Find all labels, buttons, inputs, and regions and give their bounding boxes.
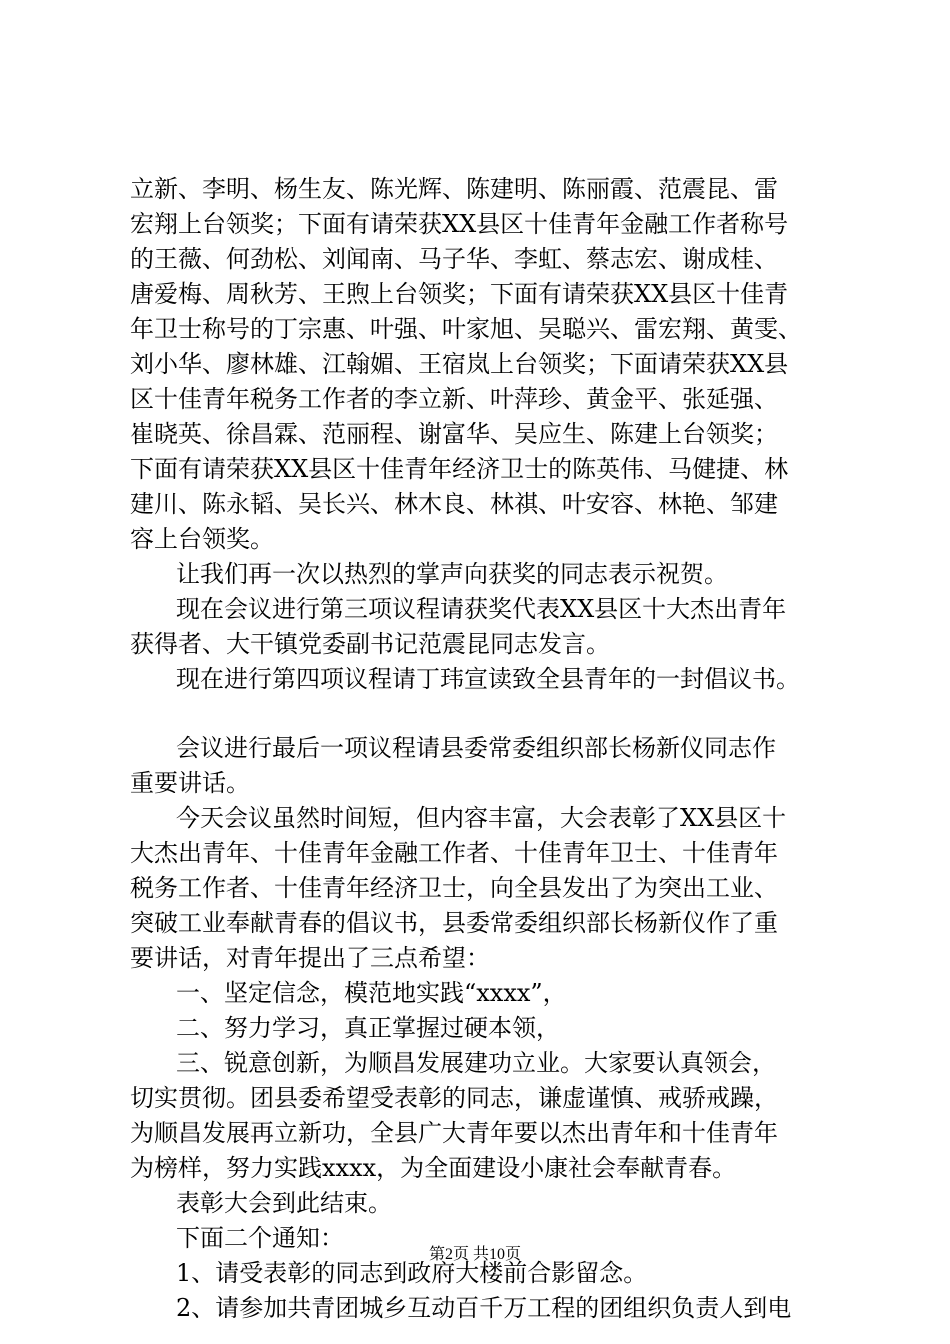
text-line: 崔晓英、徐昌霖、范丽程、谢富华、吴应生、陈建上台领奖； (130, 420, 778, 448)
paragraph-line: 一、坚定信念，模范地实践“xxxx”， (176, 979, 567, 1007)
text-line: 宏翔上台领奖；下面有请荣获XX县区十佳青年金融工作者称号 (130, 210, 789, 238)
paragraph-line: 下面二个通知： (176, 1224, 344, 1252)
paragraph-line: 1、请受表彰的同志到政府大楼前合影留念。 (176, 1259, 648, 1287)
text-line: 下面有请荣获XX县区十佳青年经济卫士的陈英伟、马健捷、林 (130, 455, 789, 483)
text-line: 立新、李明、杨生友、陈光辉、陈建明、陈丽霞、范震昆、雷 (130, 175, 778, 203)
paragraph-line: 表彰大会到此结束。 (176, 1189, 392, 1217)
text-line: 容上台领奖。 (130, 525, 274, 553)
paragraph-line: 2、请参加共青团城乡互动百千万工程的团组织负责人到电 (176, 1294, 792, 1322)
paragraph-line: 会议进行最后一项议程请县委常委组织部长杨新仪同志作 (176, 734, 776, 762)
text-line: 区十佳青年税务工作者的李立新、叶萍珍、黄金平、张延强、 (130, 385, 778, 413)
text-line: 唐爱梅、周秋芳、王煦上台领奖；下面有请荣获XX县区十佳青 (130, 280, 789, 308)
text-line: 获得者、大干镇党委副书记范震昆同志发言。 (130, 630, 610, 658)
page-number-footer: 第2页 共10页 (428, 1246, 521, 1263)
text-line: 切实贯彻。团县委希望受表彰的同志，谦虚谨慎、戒骄戒躁， (130, 1084, 778, 1112)
document-body (130, 172, 830, 1326)
paragraph-line: 今天会议虽然时间短，但内容丰富，大会表彰了XX县区十 (176, 804, 787, 832)
paragraph-line: 二、努力学习，真正掌握过硬本领， (176, 1014, 560, 1042)
text-line: 建川、陈永韬、吴长兴、林木良、林祺、叶安容、林艳、邹建 (130, 490, 778, 518)
text-line: 的王薇、何劲松、刘闻南、马子华、李虹、蔡志宏、谢成桂、 (130, 245, 778, 273)
paragraph-line: 三、锐意创新，为顺昌发展建功立业。大家要认真领会， (176, 1049, 776, 1077)
text-line: 为榜样，努力实践xxxx，为全面建设小康社会奉献青春。 (130, 1154, 737, 1182)
paragraph-gap (130, 697, 830, 731)
text-line: 刘小华、廖林雄、江翰媚、王宿岚上台领奖；下面请荣获XX县 (130, 350, 789, 378)
text-line: 为顺昌发展再立新功，全县广大青年要以杰出青年和十佳青年 (130, 1119, 778, 1147)
text-line: 突破工业奉献青春的倡议书，县委常委组织部长杨新仪作了重 (130, 909, 778, 937)
text-line: 年卫士称号的丁宗惠、叶强、叶家旭、吴聪兴、雷宏翔、黄雯、 (130, 315, 802, 343)
paragraph-line: 现在进行第四项议程请丁玮宣读致全县青年的一封倡议书。 (176, 665, 800, 693)
paragraph-line: 让我们再一次以热烈的掌声向获奖的同志表示祝贺。 (176, 560, 728, 588)
text-line: 重要讲话。 (130, 769, 250, 797)
text-line: 税务工作者、十佳青年经济卫士，向全县发出了为突出工业、 (130, 874, 778, 902)
text-line: 大杰出青年、十佳青年金融工作者、十佳青年卫士、十佳青年 (130, 839, 778, 867)
paragraph-line: 现在会议进行第三项议程请获奖代表XX县区十大杰出青年 (176, 595, 787, 623)
text-line: 要讲话，对青年提出了三点希望： (130, 944, 490, 972)
